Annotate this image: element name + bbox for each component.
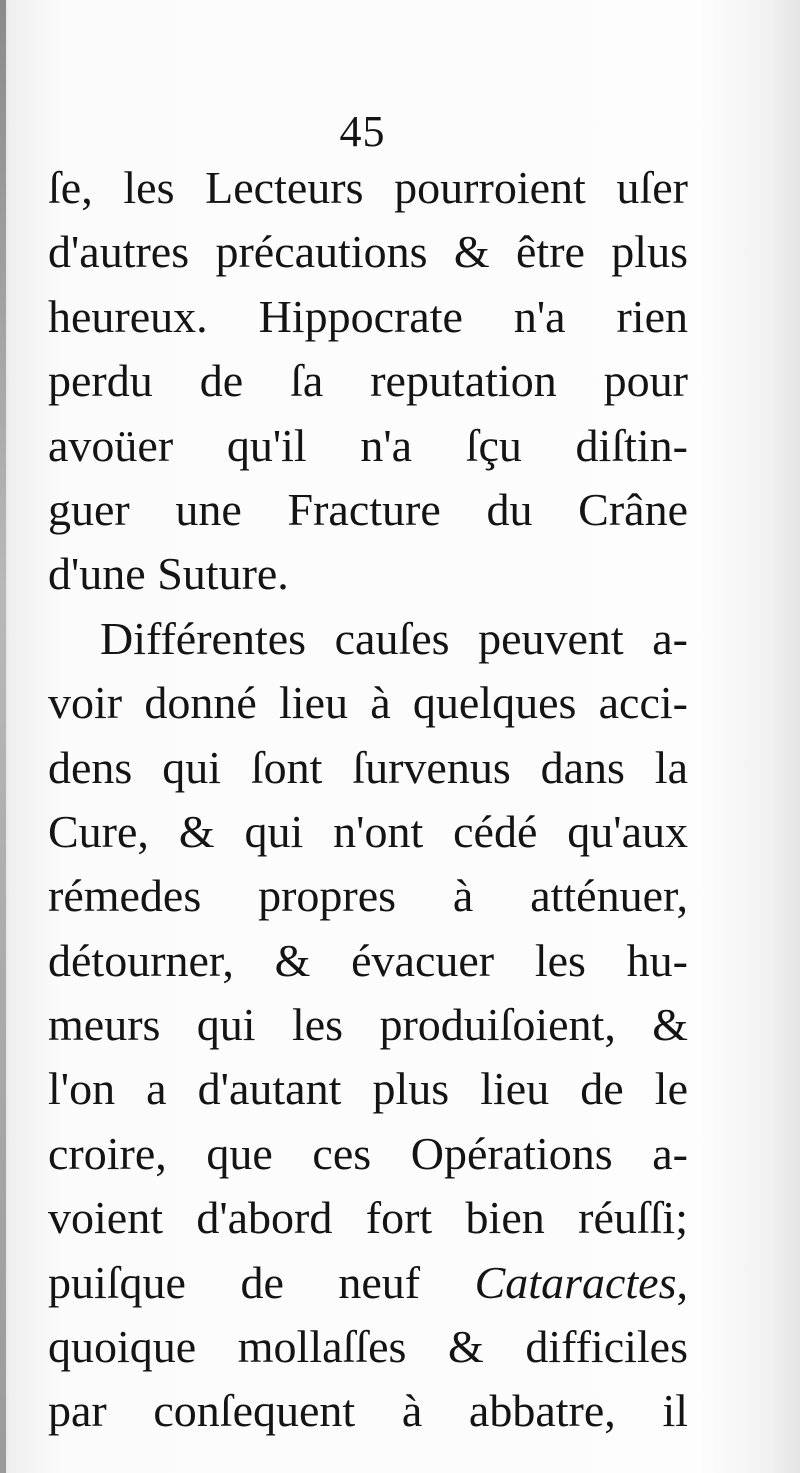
- text-line: Différentes cauſes peuvent a-: [100, 612, 688, 664]
- punctuation: ,: [676, 1256, 688, 1308]
- text-line: par conſequent à abbatre, il: [48, 1385, 688, 1437]
- text-line: croire, que ces Opérations a-: [48, 1127, 688, 1179]
- text-line: l'on a d'autant plus lieu de le: [48, 1063, 688, 1115]
- page-text: [48, 156, 688, 1444]
- text-line: d'autres précautions & être plus: [48, 226, 688, 278]
- text-line: guer une Fracture du Crâne: [48, 483, 688, 535]
- text-line-with-italic: [48, 1251, 688, 1315]
- page-number: 45: [339, 107, 386, 156]
- text-line: dens qui ſont ſurvenus dans la: [48, 741, 688, 793]
- text-line: avoüer qu'il n'a ſçu diſtin-: [48, 419, 688, 471]
- text-line: Cure, & qui n'ont cédé qu'aux: [48, 805, 688, 857]
- text-line: détourner, & évacuer les hu-: [48, 934, 688, 986]
- text-line: d'une Suture.: [48, 548, 289, 600]
- text-line: quoique mollaſſes & difficiles: [48, 1321, 688, 1373]
- text-line: rémedes propres à atténuer,: [48, 870, 688, 922]
- text-line: meurs qui les produiſoient, &: [48, 999, 688, 1051]
- text-line: heureux. Hippocrate n'a rien: [48, 290, 688, 342]
- italic-word: Cataractes: [474, 1256, 677, 1308]
- text-segment: puiſque de neuf: [48, 1256, 421, 1308]
- text-line: voir donné lieu à quelques acci-: [48, 677, 688, 729]
- text-line: perdu de ſa reputation pour: [48, 355, 688, 407]
- text-line: ſe, les Lecteurs pourroient uſer: [48, 162, 688, 213]
- text-line: voient d'abord fort bien réuſſi;: [48, 1192, 688, 1244]
